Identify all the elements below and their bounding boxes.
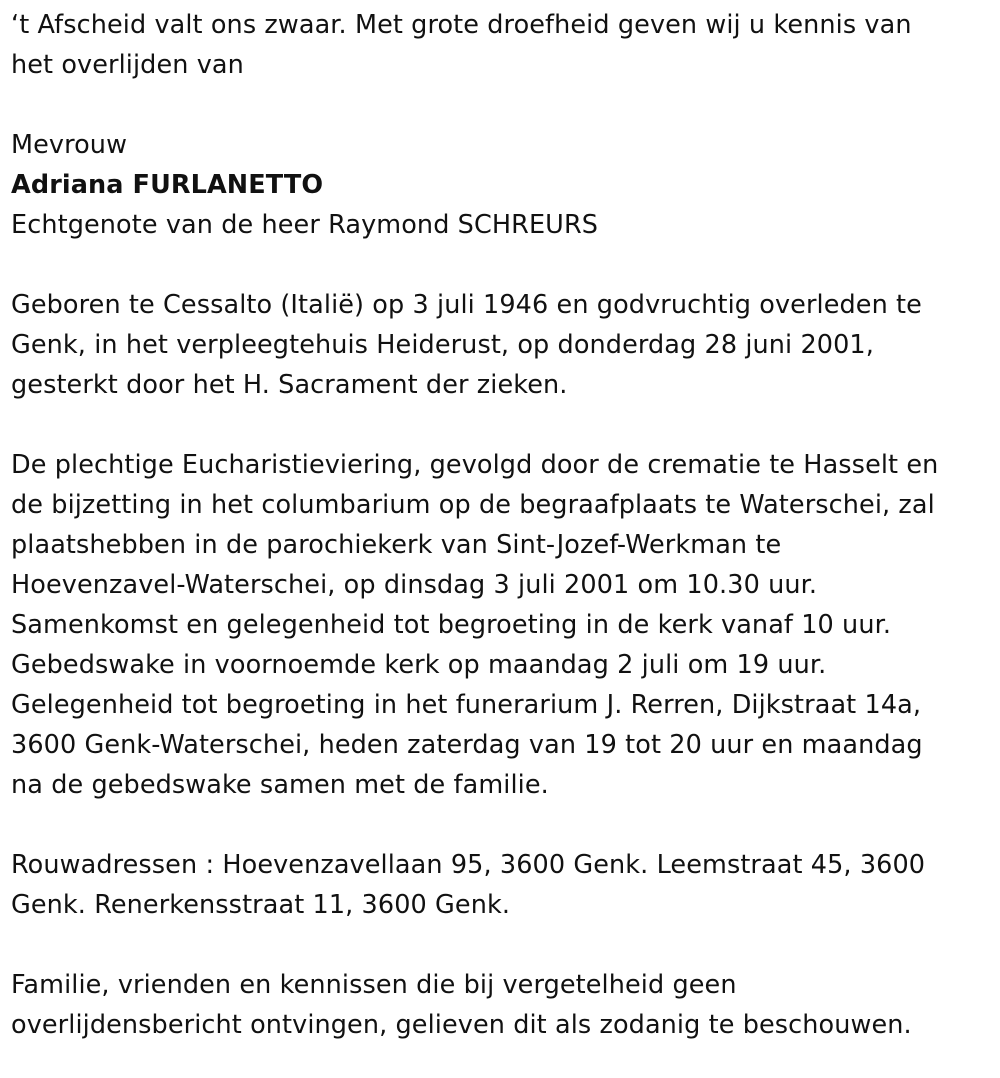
closing-paragraph (11, 965, 986, 1045)
addresses-line-1: Rouwadressen : Hoevenzavellaan 95, 3600 Genk. Leemstraat 45, 3600 (11, 850, 926, 880)
paragraph-spacer (11, 245, 986, 285)
paragraph-spacer (11, 85, 986, 125)
title-line: Mevrouw (11, 130, 128, 160)
intro-line-1: ‘t Afscheid valt ons zwaar. Met grote droefheid geven wij u kennis van (11, 10, 912, 40)
addresses-paragraph (11, 845, 986, 925)
ceremony-line-7: Gelegenheid tot begroeting in het funerarium J. Rerren, Dijkstraat 14a, (11, 690, 922, 720)
birth-death-paragraph (11, 285, 986, 405)
closing-line-1: Familie, vrienden en kennissen die bij vergetelheid geen (11, 970, 737, 1000)
ceremony-line-5: Samenkomst en gelegenheid tot begroeting in de kerk vanaf 10 uur. (11, 610, 892, 640)
obituary-notice (11, 5, 986, 1045)
ceremony-line-2: de bijzetting in het columbarium op de begraafplaats te Waterschei, zal (11, 490, 935, 520)
paragraph-spacer (11, 925, 986, 965)
spouse-line: Echtgenote van de heer Raymond SCHREURS (11, 210, 599, 240)
birth-death-line-2: Genk, in het verpleegtehuis Heiderust, op donderdag 28 juni 2001, (11, 330, 874, 360)
ceremony-line-3: plaatshebben in de parochiekerk van Sint-Jozef-Werkman te (11, 530, 782, 560)
closing-line-2: overlijdensbericht ontvingen, gelieven dit als zodanig te beschouwen. (11, 1010, 912, 1040)
ceremony-paragraph (11, 445, 986, 805)
ceremony-line-8: 3600 Genk-Waterschei, heden zaterdag van 19 tot 20 uur en maandag (11, 730, 923, 760)
birth-death-line-1: Geboren te Cessalto (Italië) op 3 juli 1946 en godvruchtig overleden te (11, 290, 922, 320)
birth-death-line-3: gesterkt door het H. Sacrament der zieken. (11, 370, 568, 400)
ceremony-line-4: Hoevenzavel-Waterschei, op dinsdag 3 juli 2001 om 10.30 uur. (11, 570, 818, 600)
paragraph-spacer (11, 405, 986, 445)
intro-line-2: het overlijden van (11, 50, 244, 80)
paragraph-spacer (11, 805, 986, 845)
ceremony-line-1: De plechtige Eucharistieviering, gevolgd door de crematie te Hasselt en (11, 450, 939, 480)
ceremony-line-9: na de gebedswake samen met de familie. (11, 770, 549, 800)
intro-paragraph (11, 5, 986, 85)
deceased-name: Adriana FURLANETTO (11, 170, 324, 200)
ceremony-line-6: Gebedswake in voornoemde kerk op maandag 2 juli om 19 uur. (11, 650, 827, 680)
addresses-line-2: Genk. Renerkensstraat 11, 3600 Genk. (11, 890, 511, 920)
